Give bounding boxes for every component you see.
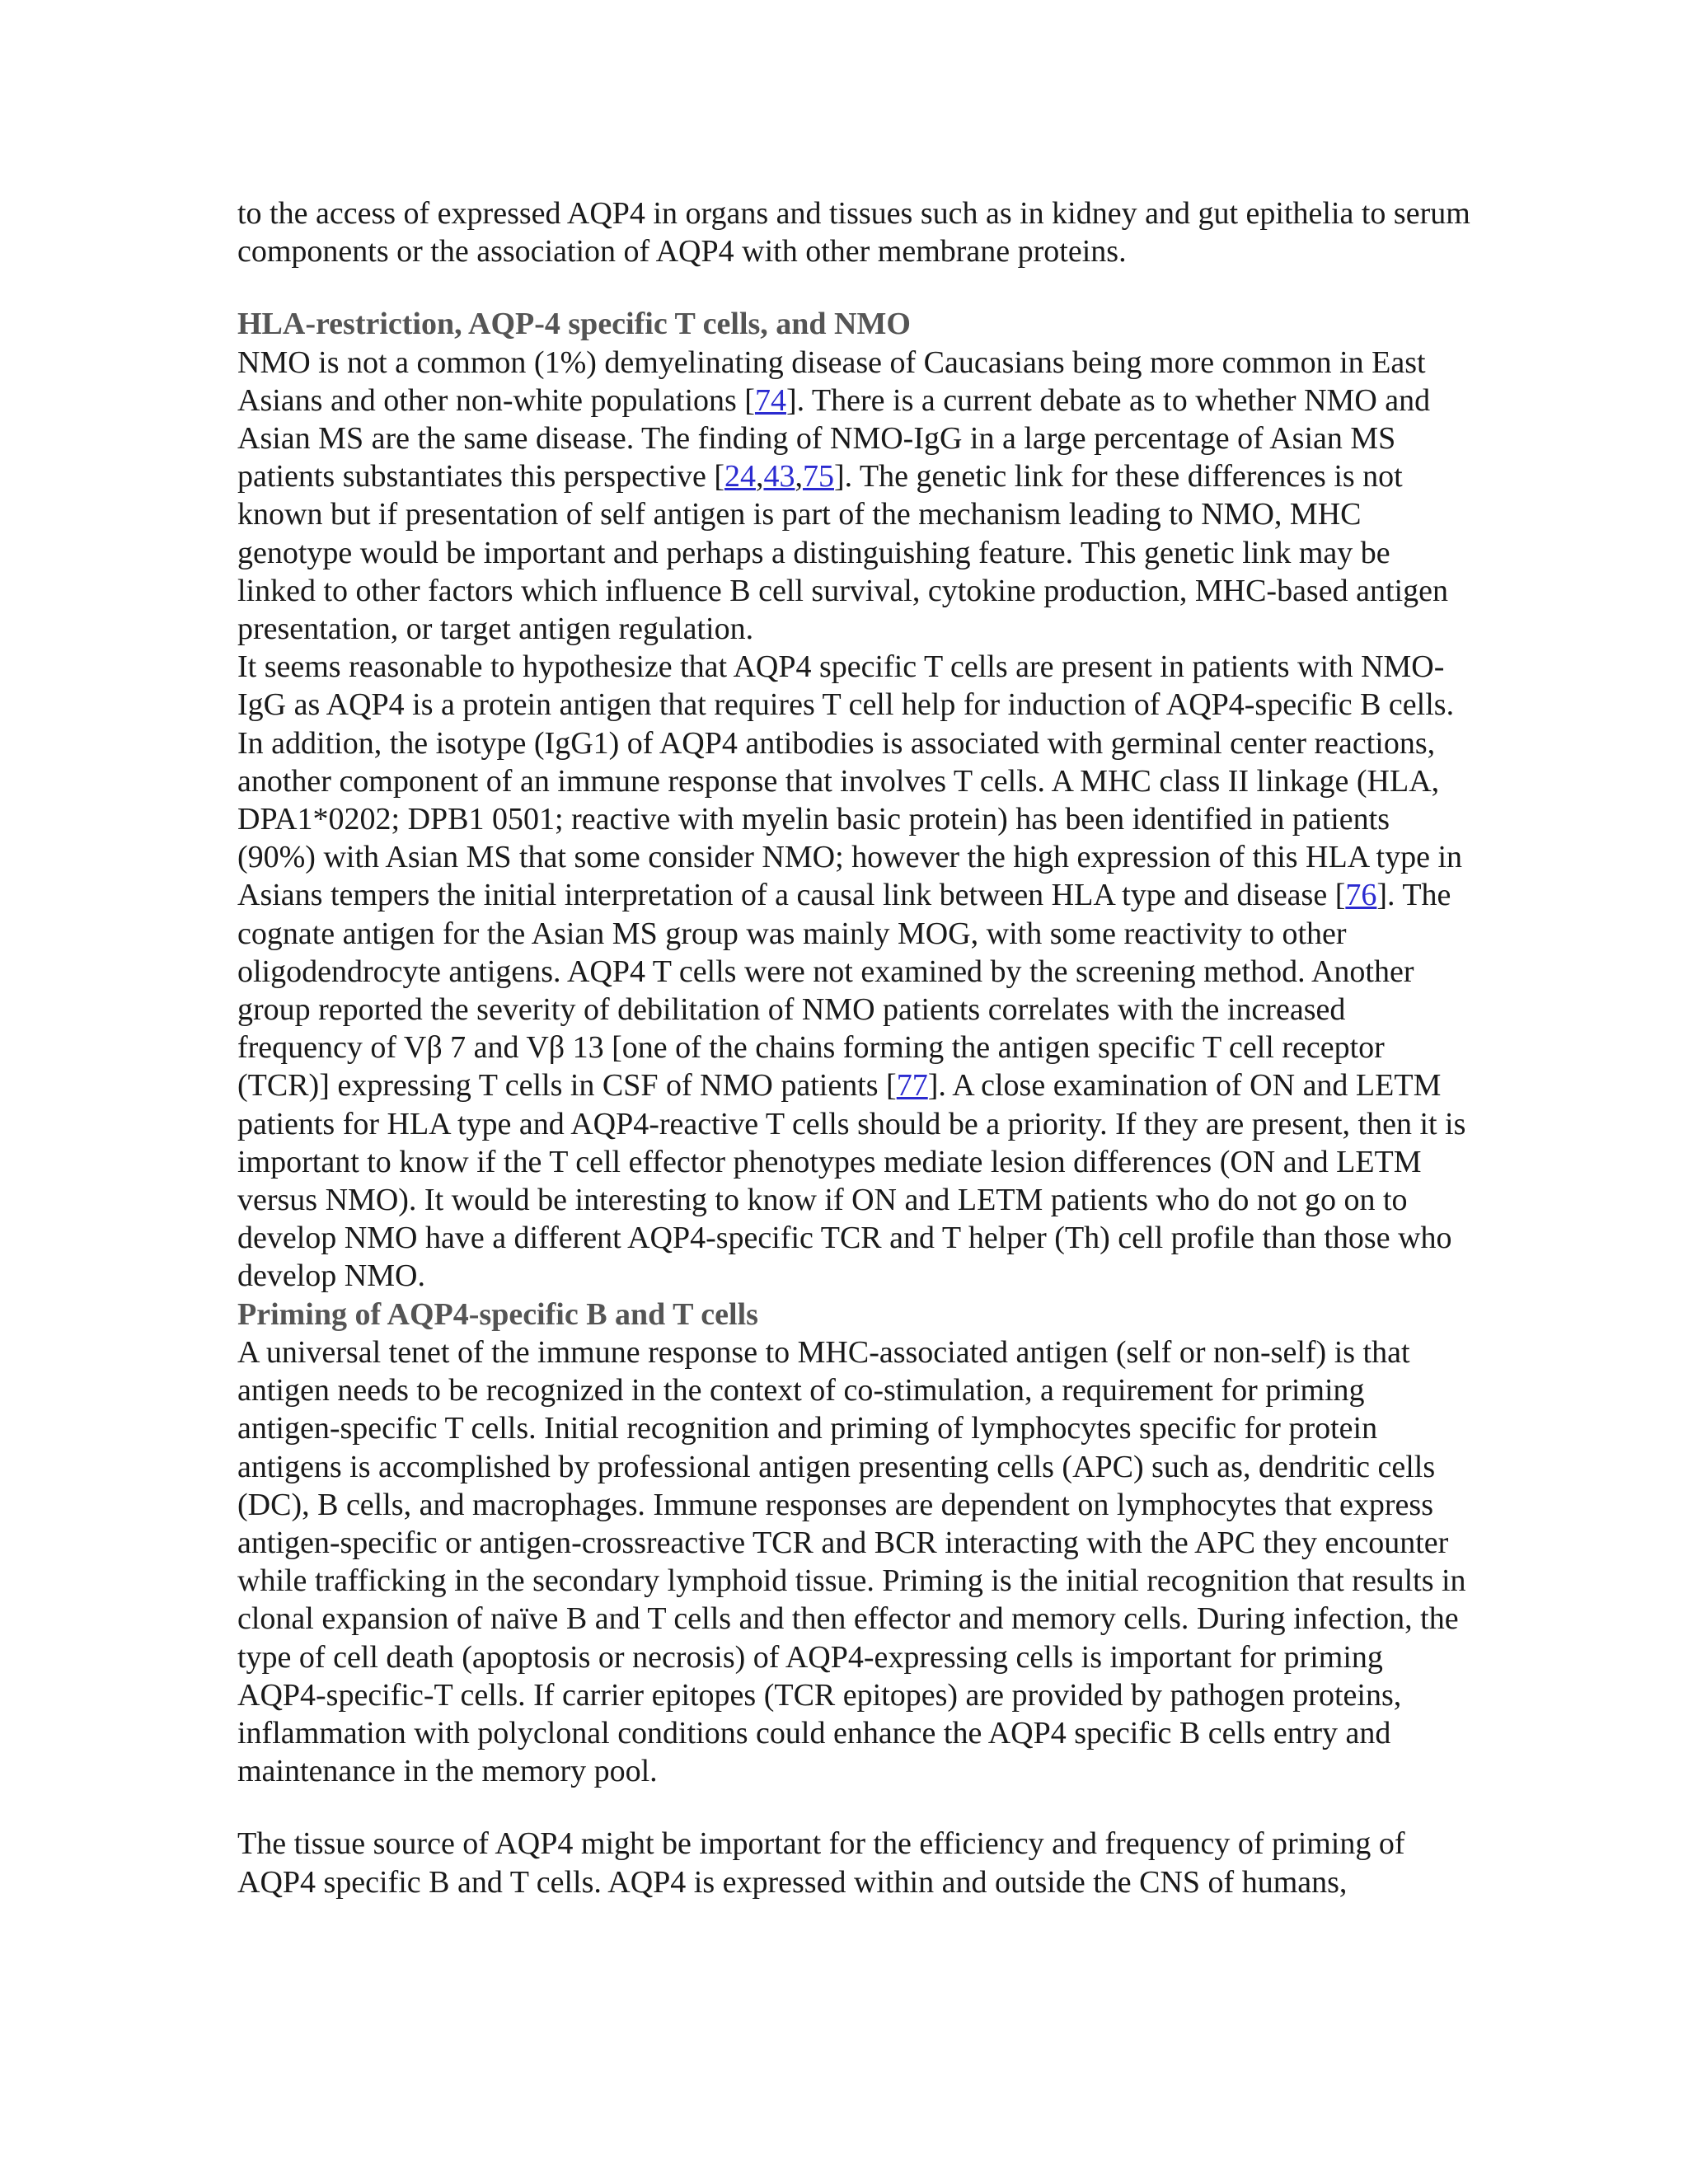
section-heading-hla: HLA-restriction, AQP-4 specific T cells, and NMO <box>237 307 911 342</box>
text-run: NMO is not a common (1%) demyelinating disease of Caucasians being more common in East Asians and other non-white populations [ <box>237 344 1426 418</box>
document-page <box>237 194 1474 1901</box>
text-run: ]. There is a current debate as to whether NMO and Asian MS are the same disease. The finding of NMO-IgG in a large percentage of Asian MS patients substantiates this perspective [ <box>237 382 1431 494</box>
paragraph-nmo-epidemiology <box>237 344 1474 649</box>
paragraph-gap <box>237 1790 1474 1825</box>
paragraph-tissue-source: The tissue source of AQP4 might be important for the efficiency and frequency of priming of AQP4 specific B and T cells. AQP4 is expressed within and outside the CNS of humans, <box>237 1826 1405 1900</box>
reference-link-43[interactable]: 43 <box>763 459 795 494</box>
paragraph-immune-priming: A universal tenet of the immune response to MHC-associated antigen (self or non-self) is that antigen needs to be recognized in the context of co-stimulation, a requirement for priming antigen-specific T cells. Initial recognition and priming of lymphocytes specific for protein antigens is accomplished by professional antigen presenting cells (APC) such as, dendritic cells (DC), B cells, and macrophages. Immune responses are dependent on lymphocytes that express antigen-specific or antigen-crossreactive TCR and BCR interacting with the APC they encounter while trafficking in the secondary lymphoid tissue. Priming is the initial recognition that results in clonal expansion of naïve B and T cells and then effector and memory cells. During infection, the type of cell death (apoptosis or necrosis) of AQP4-expressing cells is important for priming AQP4-specific-T cells. If carrier epitopes (TCR epitopes) are provided by pathogen proteins, inflammation with polyclonal conditions could enhance the AQP4 specific B cells entry and maintenance in the memory pool. <box>237 1334 1466 1789</box>
text-run: ]. A close examination of ON and LETM patients for HLA type and AQP4-reactive T cells should be a priority. If they are present, then it is important to know if the T cell effector phenotypes mediate lesion differences (ON and LETM versus NMO). It would be interesting to know if ON and LETM patients who do not go on to develop NMO have a different AQP4-specific TCR and T helper (Th) cell profile than those who develop NMO. <box>237 1068 1466 1294</box>
reference-link-76[interactable]: 76 <box>1345 878 1377 913</box>
reference-link-74[interactable]: 74 <box>754 382 786 418</box>
reference-link-75[interactable]: 75 <box>802 459 834 494</box>
section-heading-priming: Priming of AQP4-specific B and T cells <box>237 1296 758 1332</box>
reference-link-24[interactable]: 24 <box>724 459 756 494</box>
text-run: It seems reasonable to hypothesize that AQP4 specific T cells are present in patients with NMO-IgG as AQP4 is a protein antigen that requires T cell help for induction of AQP4-specific B cells. In addition, the isotype (IgG1) of AQP4 antibodies is associated with germinal center reactions, another component of an immune response that involves T cells. A MHC class II linkage (HLA, DPA1*0202; DPB1 0501; reactive with myelin basic protein) has been identified in patients (90%) with Asian MS that some consider NMO; however the high expression of this HLA type in Asians tempers the initial interpretation of a causal link between HLA type and disease [ <box>237 649 1463 913</box>
continuation-paragraph: to the access of expressed AQP4 in organs and tissues such as in kidney and gut epithelia to serum components or the association of AQP4 with other membrane proteins. <box>237 196 1470 269</box>
paragraph-gap <box>237 270 1474 305</box>
reference-link-77[interactable]: 77 <box>896 1068 928 1104</box>
paragraph-t-cell-hypothesis <box>237 648 1474 1295</box>
ref-separator: , <box>795 459 803 494</box>
text-run: ]. The cognate antigen for the Asian MS group was mainly MOG, with some reactivity to other oligodendrocyte antigens. AQP4 T cells were not examined by the screening method. Another group reported the severity of debilitation of NMO patients correlates with the increased frequency of Vβ 7 and Vβ 13 [one of the chains forming the antigen specific T cell receptor (TCR)] expressing T cells in CSF of NMO patients [ <box>237 878 1451 1104</box>
text-run: ]. The genetic link for these differences is not known but if presentation of self antigen is part of the mechanism leading to NMO, MHC genotype would be important and perhaps a distinguishing feature. This genetic link may be linked to other factors which influence B cell survival, cytokine production, MHC-based antigen presentation, or target antigen regulation. <box>237 459 1448 647</box>
ref-separator: , <box>755 459 764 494</box>
